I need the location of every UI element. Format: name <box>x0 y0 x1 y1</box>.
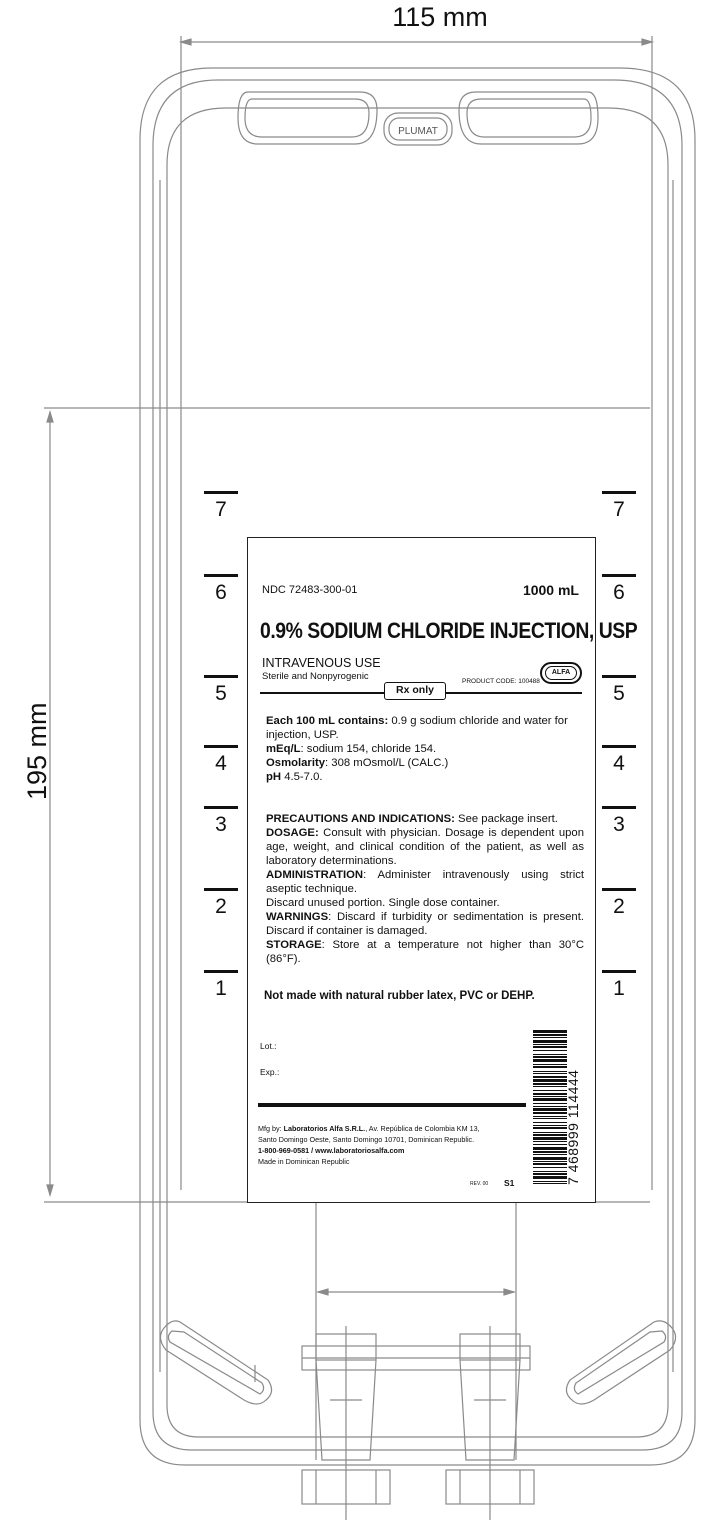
composition-line <box>266 714 584 742</box>
barcode-bar <box>533 1132 567 1133</box>
barcode-bar <box>533 1106 567 1107</box>
alfa-logo <box>540 662 582 684</box>
barcode <box>533 1030 567 1184</box>
precaution-text: See package insert. <box>454 813 558 825</box>
barcode-bar <box>533 1163 567 1165</box>
barcode-bar <box>533 1112 567 1114</box>
graduation-right-7: 7 <box>602 491 636 522</box>
barcode-bar <box>533 1093 567 1095</box>
lot-field: Lot.: <box>260 1041 277 1051</box>
barcode-number: 7 468999 114444 <box>565 1069 581 1185</box>
barcode-bar <box>533 1157 567 1160</box>
composition-head: Each 100 mL contains: <box>266 715 389 727</box>
barcode-bar <box>533 1141 567 1142</box>
barcode-bar <box>533 1125 567 1126</box>
barcode-bar <box>533 1183 567 1184</box>
mfg-company: Laboratorios Alfa S.R.L. <box>283 1124 366 1133</box>
graduation-right-5: 5 <box>602 675 636 706</box>
graduation-left-6: 6 <box>204 574 238 605</box>
composition-head: pH <box>266 771 282 783</box>
barcode-bar <box>533 1134 567 1136</box>
barcode-bar <box>533 1167 567 1168</box>
barcode-bar <box>533 1154 567 1155</box>
graduation-left-7: 7 <box>204 491 238 522</box>
barcode-bar <box>533 1090 567 1091</box>
barcode-bar <box>533 1173 567 1175</box>
composition-head: Osmolarity <box>266 757 326 769</box>
mfg-line-2: Santo Domingo Oeste, Santo Domingo 10701, Dominican Republic. <box>258 1135 475 1144</box>
precaution-line <box>266 896 584 910</box>
precaution-head: PRECAUTIONS AND INDICATIONS: <box>266 813 455 825</box>
product-code: PRODUCT CODE: 100488 <box>462 678 540 685</box>
precaution-head: DOSAGE: <box>266 827 319 839</box>
barcode-bar <box>533 1181 567 1182</box>
barcode-bar <box>533 1059 567 1062</box>
precaution-line <box>266 868 584 896</box>
barcode-bar <box>533 1147 567 1150</box>
barcode-bar <box>533 1098 567 1101</box>
ndc-number: NDC 72483-300-01 <box>262 584 358 596</box>
precaution-line <box>266 910 584 938</box>
barcode-bar <box>533 1050 567 1051</box>
route-text: INTRAVENOUS USE <box>262 656 381 670</box>
graduation-left-5: 5 <box>204 675 238 706</box>
barcode-bar <box>533 1079 567 1082</box>
barcode-bar <box>533 1137 567 1140</box>
barcode-bar <box>533 1066 567 1068</box>
product-label <box>247 537 638 1203</box>
precaution-line <box>266 826 584 868</box>
alfa-logo-text: ALFA <box>545 666 577 680</box>
precaution-text: Discard unused portion. Single dose container. <box>266 897 500 909</box>
graduation-right-3: 3 <box>602 806 636 837</box>
composition-text: 0.9 g sodium chloride and water for injection, USP. <box>266 715 568 741</box>
precaution-line <box>266 938 584 966</box>
s1-code: S1 <box>504 1178 515 1188</box>
precaution-text: : Administer intravenously using strict aseptic technique. <box>266 869 584 895</box>
manufacturer-block <box>258 1123 534 1167</box>
mfg-phone: 1-800-969-0581 / www.laboratoriosalfa.com <box>258 1146 405 1155</box>
composition-line <box>266 770 584 784</box>
composition-text: : sodium 154, chloride 154. <box>300 743 437 755</box>
barcode-bar <box>533 1034 567 1036</box>
precaution-line <box>266 812 584 826</box>
thick-divider <box>258 1103 526 1107</box>
barcode-bar <box>533 1086 567 1087</box>
barcode-bar <box>533 1030 567 1033</box>
precaution-text: : Store at a temperature not higher than 30°C (86°F). <box>266 939 584 965</box>
barcode-bar <box>533 1176 567 1179</box>
graduation-left-1: 1 <box>204 970 238 1001</box>
barcode-bar <box>533 1151 567 1153</box>
barcode-bar <box>533 1044 567 1045</box>
mfg-head: Mfg by: <box>258 1124 284 1133</box>
composition-line <box>266 742 584 756</box>
exp-field: Exp.: <box>260 1067 280 1077</box>
barcode-bar <box>533 1040 567 1043</box>
precaution-head: STORAGE <box>266 939 322 951</box>
height-dimension: 195 mm <box>22 702 52 800</box>
revision: REV. 00 <box>470 1181 489 1187</box>
barcode-bar <box>533 1122 567 1123</box>
rx-only-badge: Rx only <box>384 682 446 700</box>
barcode-bar <box>533 1056 567 1058</box>
latex-statement: Not made with natural rubber latex, PVC or DEHP. <box>264 990 535 1002</box>
composition-block <box>266 714 584 784</box>
barcode-bar <box>533 1096 567 1097</box>
composition-text: : 308 mOsmol/L (CALC.) <box>325 757 449 769</box>
barcode-bar <box>533 1046 567 1048</box>
port-logo-text: PLUMAT <box>398 126 438 137</box>
product-title: 0.9% SODIUM CHLORIDE INJECTION, USP <box>260 618 638 643</box>
barcode-bar <box>533 1103 567 1104</box>
barcode-bar <box>533 1127 567 1129</box>
barcode-bar <box>533 1054 567 1055</box>
width-dimension: 115 mm <box>392 2 488 32</box>
barcode-bar <box>533 1144 567 1145</box>
graduation-right-6: 6 <box>602 574 636 605</box>
graduation-left-2: 2 <box>204 888 238 919</box>
mfg-origin: Made in Dominican Republic <box>258 1157 350 1166</box>
sterility-text: Sterile and Nonpyrogenic <box>262 671 369 682</box>
barcode-bar <box>533 1118 567 1119</box>
barcode-bar <box>533 1108 567 1111</box>
barcode-bar <box>533 1083 567 1085</box>
barcode-bar <box>533 1037 567 1038</box>
precaution-text: : Discard if turbidity or sedimentation is present. Discard if container is damaged. <box>266 911 584 937</box>
composition-line <box>266 756 584 770</box>
mfg-address: , Av. República de Colombia KM 13, <box>365 1124 480 1133</box>
barcode-bar <box>533 1076 567 1078</box>
mfg-line-1 <box>258 1123 534 1134</box>
barcode-bar <box>533 1073 567 1074</box>
precaution-head: WARNINGS <box>266 911 329 923</box>
precaution-head: ADMINISTRATION <box>266 869 364 881</box>
barcode-bar <box>533 1116 567 1117</box>
graduation-left-4: 4 <box>204 745 238 776</box>
graduation-right-2: 2 <box>602 888 636 919</box>
composition-text: 4.5-7.0. <box>281 771 323 783</box>
graduation-right-1: 1 <box>602 970 636 1001</box>
graduation-right-4: 4 <box>602 745 636 776</box>
precaution-text: Consult with physician. Dosage is dependent upon age, weight, and clinical condition of the patient, as well as laboratory determinations. <box>266 827 584 867</box>
precautions-block <box>266 812 584 966</box>
barcode-bar <box>533 1161 567 1162</box>
volume: 1000 mL <box>522 582 579 598</box>
composition-head: mEq/L <box>266 743 301 755</box>
barcode-bar <box>533 1171 567 1172</box>
graduation-left-3: 3 <box>204 806 238 837</box>
barcode-bar <box>533 1064 567 1065</box>
barcode-bar <box>533 1071 567 1072</box>
